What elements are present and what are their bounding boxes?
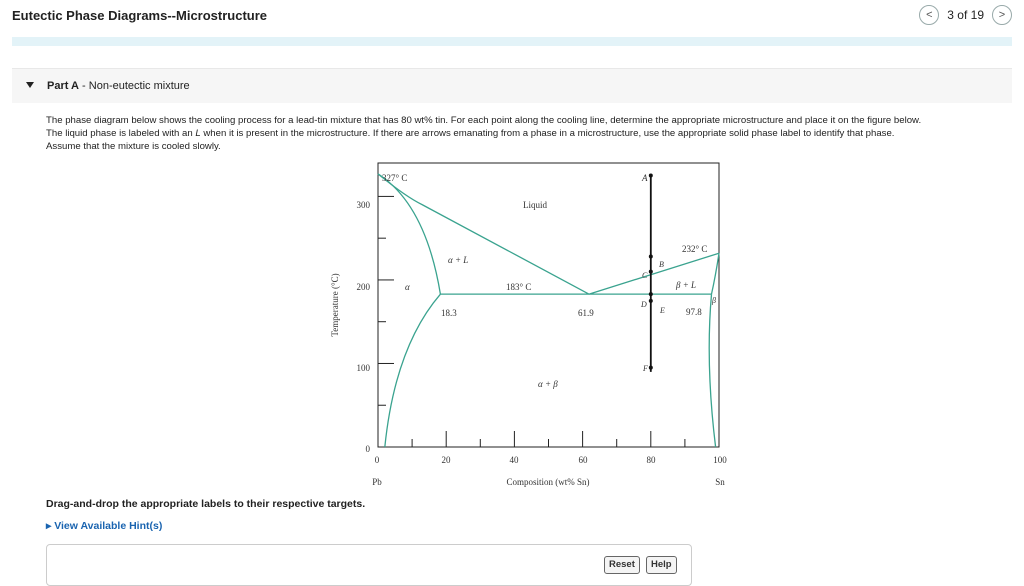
- desc-line-1: The phase diagram below shows the cooling process for a lead-tin mixture that has 80 wt% tin. For each point along the cooling line, determine the appropriate microstructure and place it on the figure below.: [46, 115, 922, 126]
- y-axis-label: Temperature (°C): [330, 273, 340, 337]
- y-tick-100: 100: [356, 363, 370, 373]
- part-id: Part A: [47, 80, 79, 92]
- desc-line-2: [46, 127, 1016, 140]
- instruction-text: Drag-and-drop the appropriate labels to their respective targets.: [46, 498, 366, 510]
- point-d-label: D: [641, 300, 647, 309]
- part-a-header[interactable]: [12, 68, 1012, 103]
- x-tick-40: 40: [509, 455, 519, 465]
- cooling-point-c: [649, 270, 653, 274]
- drag-drop-area[interactable]: [46, 544, 692, 586]
- desc-line-2-italic: L: [195, 128, 201, 139]
- phase-diagram: [320, 160, 740, 495]
- y-tick-0: 0: [365, 444, 370, 454]
- cooling-point-a: [649, 174, 653, 178]
- alpha-limit-label: 18.3: [441, 308, 457, 318]
- solidus-beta-curve: [711, 253, 719, 294]
- region-beta-liquid: β + L: [676, 280, 697, 290]
- page-indicator: 3 of 19: [947, 8, 984, 22]
- chevron-right-icon: >: [998, 9, 1006, 21]
- next-button[interactable]: [992, 5, 1012, 25]
- sn-label: Sn: [715, 477, 725, 487]
- view-hints-link[interactable]: ▸ View Available Hint(s): [46, 520, 163, 532]
- region-alpha: α: [405, 282, 410, 292]
- desc-line-2a: The liquid phase is labeled with an: [46, 128, 196, 139]
- hint-label: View Available Hint(s): [54, 520, 163, 532]
- eutectic-temp-label: 183° C: [506, 282, 532, 292]
- solvus-beta-curve: [709, 294, 715, 447]
- solvus-alpha-curve: [385, 294, 441, 447]
- desc-line-2b: when it is present in the microstructure. If there are arrows emanating from a phase in a microstructure, use the appropriate solid phase label to identify that phase.: [200, 128, 895, 139]
- page-title: Eutectic Phase Diagrams--Microstructure: [12, 8, 268, 23]
- solidus-alpha-curve: [378, 174, 440, 294]
- cooling-point-d: [649, 292, 653, 296]
- cooling-point-f: [649, 366, 653, 370]
- region-beta: β: [712, 296, 716, 305]
- region-liquid: Liquid: [523, 200, 547, 210]
- point-c-label: C: [642, 271, 648, 280]
- cooling-point-e: [649, 299, 653, 303]
- banner-strip: [12, 37, 1012, 46]
- reset-button[interactable]: Reset: [604, 556, 640, 574]
- help-button[interactable]: Help: [646, 556, 677, 574]
- plot-frame: [378, 163, 719, 447]
- x-tick-100: 100: [713, 455, 727, 465]
- point-b-label: B: [659, 260, 664, 269]
- y-tick-300: 300: [356, 200, 370, 210]
- part-separator: -: [79, 80, 89, 92]
- part-name: Non-eutectic mixture: [88, 80, 190, 92]
- desc-line-3: Assume that the mixture is cooled slowly.: [46, 141, 221, 152]
- prev-button[interactable]: [919, 5, 939, 25]
- x-tick-20: 20: [441, 455, 451, 465]
- eutectic-comp-label: 61.9: [578, 308, 594, 318]
- beta-limit-label: 97.8: [686, 307, 702, 317]
- region-alpha-liquid: α + L: [448, 255, 469, 265]
- pagination: [919, 5, 1012, 25]
- liquidus-right-curve: [589, 253, 719, 294]
- point-a-label: A: [642, 173, 648, 183]
- x-tick-60: 60: [578, 455, 588, 465]
- chevron-left-icon: <: [926, 9, 933, 21]
- cooling-point-b: [649, 255, 653, 259]
- sn-melt-label: 232° C: [682, 244, 708, 254]
- question-description: [46, 114, 1016, 153]
- point-e-label: E: [660, 306, 665, 315]
- pb-melt-label: 327° C: [382, 173, 408, 183]
- x-tick-80: 80: [646, 455, 656, 465]
- point-f-label: F: [643, 364, 648, 373]
- x-tick-0: 0: [374, 455, 380, 465]
- collapse-triangle-icon[interactable]: [26, 82, 34, 88]
- pb-label: Pb: [372, 477, 382, 487]
- x-axis-label: Composition (wt% Sn): [506, 477, 590, 487]
- liquidus-left-curve: [378, 174, 589, 294]
- y-tick-200: 200: [356, 282, 370, 292]
- region-alpha-beta: α + β: [538, 379, 558, 389]
- part-label: [47, 80, 190, 92]
